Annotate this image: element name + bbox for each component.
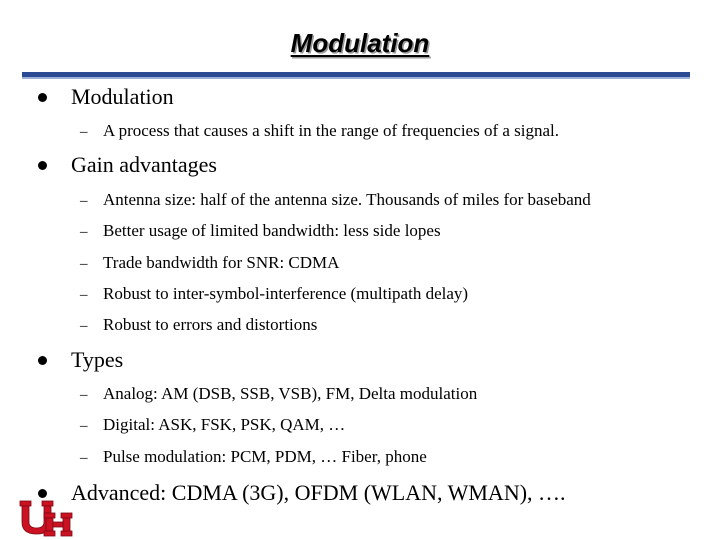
slide-title: Modulation xyxy=(290,28,430,58)
dash-icon: – xyxy=(80,124,88,140)
title-rule xyxy=(22,72,690,79)
dash-icon: – xyxy=(80,193,88,209)
sub-bullet-bandwidth: Better usage of limited bandwidth: less side lopes xyxy=(103,221,441,240)
sub-bullet-errors: Robust to errors and distortions xyxy=(103,315,318,334)
dash-icon: – xyxy=(80,318,88,334)
bullet-gain-advantages: Gain advantages xyxy=(71,152,217,177)
bullet-types: Types xyxy=(71,347,124,372)
bullet-dot-icon xyxy=(38,93,47,102)
uh-logo-icon xyxy=(18,499,74,537)
dash-icon: – xyxy=(80,418,88,434)
sub-bullet-digital: Digital: ASK, FSK, PSK, QAM, … xyxy=(103,415,346,434)
dash-icon: – xyxy=(80,224,88,240)
bullet-advanced: Advanced: CDMA (3G), OFDM (WLAN, WMAN), …. xyxy=(71,480,566,505)
dash-icon: – xyxy=(80,287,88,303)
sub-bullet-isi: Robust to inter-symbol-interference (multipath delay) xyxy=(103,284,469,303)
bullet-dot-icon xyxy=(38,489,47,498)
sub-bullet-pulse: Pulse modulation: PCM, PDM, … Fiber, phone xyxy=(103,447,427,466)
bullet-dot-icon xyxy=(38,356,47,365)
dash-icon: – xyxy=(80,256,88,272)
dash-icon: – xyxy=(80,387,88,403)
dash-icon: – xyxy=(80,450,88,466)
sub-bullet-snr: Trade bandwidth for SNR: CDMA xyxy=(103,253,340,272)
sub-bullet-definition: A process that causes a shift in the range of frequencies of a signal. xyxy=(103,121,560,140)
bullet-modulation: Modulation xyxy=(71,84,174,109)
sub-bullet-analog: Analog: AM (DSB, SSB, VSB), FM, Delta modulation xyxy=(103,384,478,403)
sub-bullet-antenna: Antenna size: half of the antenna size. Thousands of miles for baseband xyxy=(103,190,591,209)
bullet-dot-icon xyxy=(38,161,47,170)
